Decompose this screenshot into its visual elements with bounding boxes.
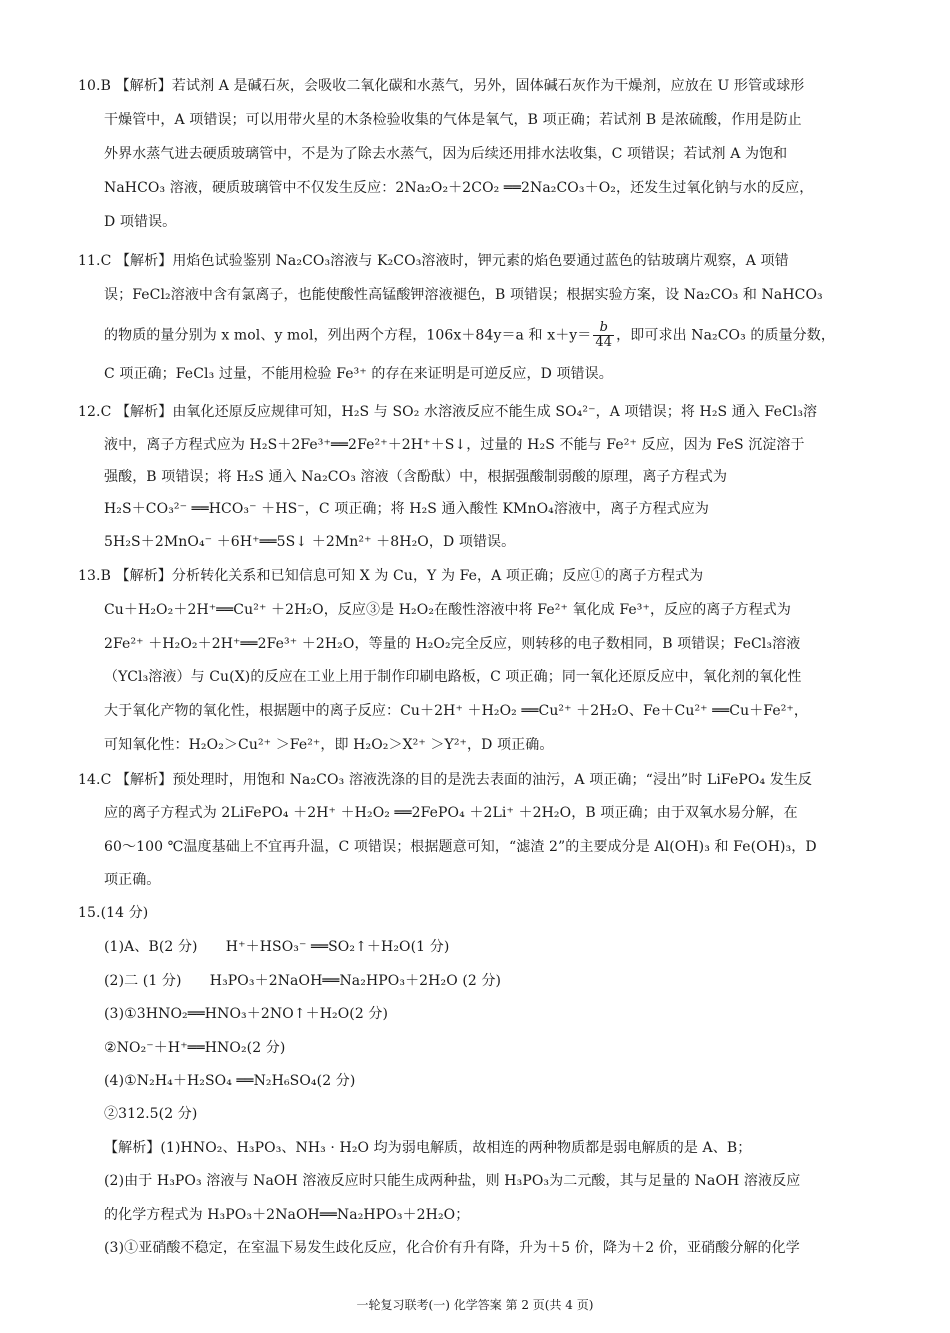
q15-heading: 15.(14 分): [78, 905, 149, 921]
q12-line-5: 5H₂S＋2MnO₄⁻ ＋6H⁺══5S↓ ＋2Mn²⁺ ＋8H₂O，D 项错误。: [104, 534, 516, 550]
q10-line-2: 干燥管中，A 项错误；可以用带火星的木条检验收集的气体是氧气，B 项正确；若试剂 B 是浓硫酸，作用是防止: [104, 112, 802, 128]
q11-line-3-a: 的物质的量分别为 x mol、y mol，列出两个方程，106x＋84y＝a 和 x＋y＝: [104, 327, 592, 344]
q15-answer-1: (1)A、B(2 分) H⁺＋HSO₃⁻ ══SO₂↑＋H₂O(1 分): [104, 939, 450, 955]
page-footer: 一轮复习联考(一) 化学答案 第 2 页(共 4 页): [356, 1298, 594, 1312]
q14-line-1: 14.C 【解析】预处理时，用饱和 Na₂CO₃ 溶液洗涤的目的是洗去表面的油污，A 项正确；“浸出”时 LiFePO₄ 发生反: [78, 772, 813, 788]
q15-answer-5: (4)①N₂H₄＋H₂SO₄ ══N₂H₆SO₄(2 分): [104, 1073, 356, 1089]
q14-line-4: 项正确。: [104, 872, 161, 888]
q13-line-5: 大于氧化产物的氧化性，根据题中的离子反应：Cu＋2H⁺ ＋H₂O₂ ══Cu²⁺ ＋2H₂O、Fe＋Cu²⁺ ══Cu＋Fe²⁺，: [104, 703, 809, 719]
q11-line-3: [104, 321, 835, 350]
q13-line-6: 可知氧化性：H₂O₂＞Cu²⁺ ＞Fe²⁺，即 H₂O₂＞X²⁺ ＞Y²⁺，D 项正确。: [104, 737, 554, 753]
q10-line-3: 外界水蒸气进去硬质玻璃管中，不是为了除去水蒸气，因为后续还用排水法收集，C 项错误；若试剂 A 为饱和: [104, 146, 788, 162]
q15-answer-3: (3)①3HNO₂══HNO₃＋2NO↑＋H₂O(2 分): [104, 1006, 389, 1022]
q10-line-5: D 项错误。: [104, 214, 177, 230]
q15-answer-4: ②NO₂⁻＋H⁺══HNO₂(2 分): [104, 1040, 286, 1056]
q12-line-2: 液中，离子方程式应为 H₂S＋2Fe³⁺══2Fe²⁺＋2H⁺＋S↓，过量的 H₂S 不能与 Fe²⁺ 反应，因为 FeS 沉淀溶于: [104, 437, 805, 453]
fraction-numerator: b: [593, 321, 614, 336]
fraction-b-over-44: [593, 321, 614, 350]
q12-line-1: 12.C 【解析】由氧化还原反应规律可知，H₂S 与 SO₂ 水溶液反应不能生成 SO₄²⁻，A 项错误；将 H₂S 通入 FeCl₃溶: [78, 404, 818, 420]
q12-line-4: H₂S＋CO₃²⁻ ══HCO₃⁻ ＋HS⁻，C 项正确；将 H₂S 通入酸性 KMnO₄溶液中，离子方程式应为: [104, 501, 709, 517]
q14-line-2: 应的离子方程式为 2LiFePO₄ ＋2H⁺ ＋H₂O₂ ══2FePO₄ ＋2Li⁺ ＋2H₂O，B 项正确；由于双氧水易分解，在: [104, 805, 798, 821]
q13-line-1: 13.B 【解析】分析转化关系和已知信息可知 X 为 Cu，Y 为 Fe，A 项正确；反应①的离子方程式为: [78, 568, 704, 584]
q11-line-1: 11.C 【解析】用焰色试验鉴别 Na₂CO₃溶液与 K₂CO₃溶液时，钾元素的焰色要通过蓝色的钴玻璃片观察，A 项错: [78, 253, 789, 269]
fraction-denominator: 44: [595, 335, 613, 350]
q11-line-4: C 项正确；FeCl₃ 过量，不能用检验 Fe³⁺ 的存在来证明是可逆反应，D 项错误。: [104, 366, 613, 382]
q10-line-4: NaHCO₃ 溶液，硬质玻璃管中不仅发生反应：2Na₂O₂＋2CO₂ ══2Na₂CO₃＋O₂，还发生过氧化钠与水的反应，: [104, 180, 814, 196]
q12-line-3: 强酸，B 项错误；将 H₂S 通入 Na₂CO₃ 溶液（含酚酞）中，根据强酸制弱酸的原理，离子方程式为: [104, 469, 728, 485]
q15-explain-2: (2)由于 H₃PO₃ 溶液与 NaOH 溶液反应时只能生成两种盐，则 H₃PO₃为二元酸，其与足量的 NaOH 溶液反应: [104, 1173, 801, 1189]
q15-answer-2: (2)二 (1 分) H₃PO₃＋2NaOH══Na₂HPO₃＋2H₂O (2 分): [104, 973, 502, 989]
q15-explain-1: 【解析】(1)HNO₂、H₃PO₃、NH₃ · H₂O 均为弱电解质，故相连的两种物质都是弱电解质的是 A、B；: [104, 1140, 752, 1156]
q11-line-3-b: ，即可求出 Na₂CO₃ 的质量分数，: [616, 327, 835, 344]
q13-line-2: Cu＋H₂O₂＋2H⁺══Cu²⁺ ＋2H₂O，反应③是 H₂O₂在酸性溶液中将 Fe²⁺ 氧化成 Fe³⁺，反应的离子方程式为: [104, 602, 791, 618]
q15-explain-4: (3)①亚硝酸不稳定，在室温下易发生歧化反应，化合价有升有降，升为＋5 价，降为＋2 价，亚硝酸分解的化学: [104, 1240, 800, 1256]
q15-answer-6: ②312.5(2 分): [104, 1106, 198, 1122]
q14-line-3: 60～100 ℃温度基础上不宜再升温，C 项错误；根据题意可知，“滤渣 2”的主要成分是 Al(OH)₃ 和 Fe(OH)₃，D: [104, 839, 817, 855]
q11-line-2: 误；FeCl₂溶液中含有氯离子，也能使酸性高锰酸钾溶液褪色，B 项错误；根据实验方案，设 Na₂CO₃ 和 NaHCO₃: [104, 287, 823, 303]
q15-explain-3: 的化学方程式为 H₃PO₃＋2NaOH══Na₂HPO₃＋2H₂O；: [104, 1207, 470, 1223]
q13-line-4: （YCl₃溶液）与 Cu(X)的反应在工业上用于制作印刷电路板，C 项正确；同一氧化还原反应中，氧化剂的氧化性: [104, 669, 802, 685]
q10-line-1: 10.B 【解析】若试剂 A 是碱石灰，会吸收二氧化碳和水蒸气，另外，固体碱石灰作为干燥剂，应放在 U 形管或球形: [78, 78, 805, 94]
q13-line-3: 2Fe²⁺ ＋H₂O₂＋2H⁺══2Fe³⁺ ＋2H₂O，等量的 H₂O₂完全反应，则转移的电子数相同，B 项错误；FeCl₃溶液: [104, 636, 801, 652]
